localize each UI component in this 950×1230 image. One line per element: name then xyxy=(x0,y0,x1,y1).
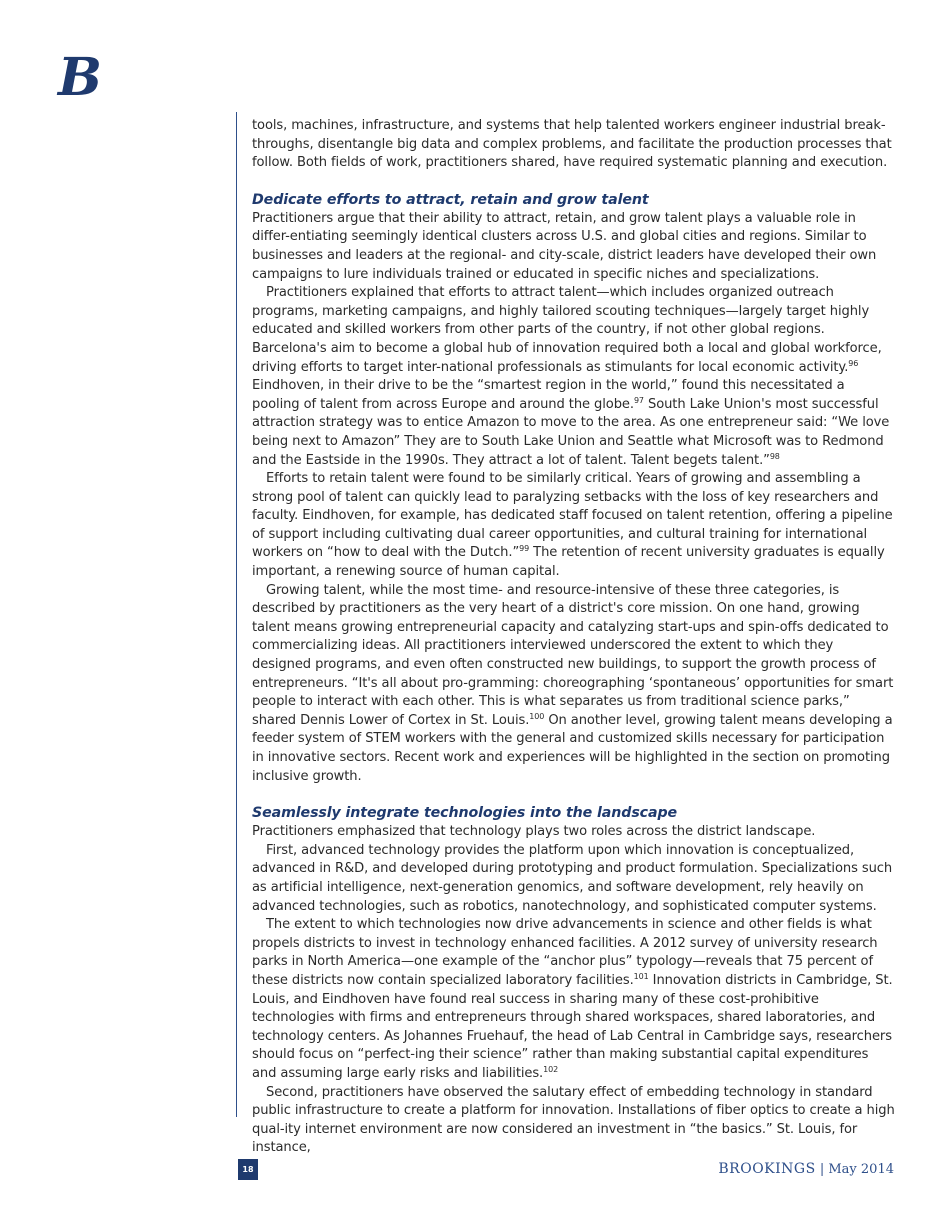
section-heading-talent: Dedicate efforts to attract, retain and grow talent xyxy=(252,191,649,208)
text-run: Practitioners explained that efforts to attract talent—which includes organized outreach programs, marketing campaigns, and highly tailored scouting techniques—largely target highly educated and skilled workers from other parts of the country, if not other global regions. Barcelona's aim to become a global hub of innovation required both a local and global workforce, driving efforts to target inter-national professionals as stimulants for local economic activity. xyxy=(252,285,882,375)
publication-date: May 2014 xyxy=(828,1162,894,1177)
paragraph xyxy=(252,284,895,470)
footnote-ref: 97 xyxy=(633,395,644,405)
brand-name: BROOKINGS xyxy=(718,1161,816,1177)
text-run: The extent to which technologies now drive advancements in science and other fields is what propels districts to invest in technology enhanced facilities. A 2012 survey of university research parks in North America—one example of the “anchor plus” typology—reveals that 75 percent of these districts now contain specialized laboratory facilities. xyxy=(252,917,878,988)
paragraph: Practitioners argue that their ability to attract, retain, and grow talent plays a valuable role in differ-entiating seemingly identical clusters across U.S. and global cities and regions. Similar to businesses and leaders at the regional- and city-scale, district leaders have developed their own campaigns to lure individuals trained or educated in specific niches and specializations. xyxy=(252,210,877,282)
paragraph xyxy=(252,582,895,787)
text-run: The retention of recent university graduates is equally important, a renewing source of human capital. xyxy=(252,545,885,580)
paragraph: Second, practitioners have observed the salutary effect of embedding technology in standard public infrastructure to create a platform for innovation. Installations of fiber optics to create a high qual-ity internet environment are now considered an investment in “the basics.” St. Louis, for instance, xyxy=(252,1084,895,1156)
page-number: 18 xyxy=(238,1159,258,1180)
footer-publisher xyxy=(718,1161,894,1177)
text-run: Efforts to retain talent were found to be similarly critical. Years of growing and assembling a strong pool of talent can quickly lead to paralyzing setbacks with the loss of key researchers and faculty. Eindhoven, for example, has dedicated staff focused on talent retention, offering a pipeline of support including cultivating dual career opportunities, and cultural training for international workers on “how to deal with the Dutch.” xyxy=(252,471,893,561)
footnote-ref: 101 xyxy=(633,971,649,981)
text-run: Eindhoven, in their drive to be the “smartest region in the world,” found this necessitated a pooling of talent from across Europe and around the globe. xyxy=(252,378,845,412)
text-run: South Lake Union's most successful attraction strategy was to entice Amazon to move to the area. As one entrepreneur said: “We love being next to Amazon” They are to South Lake Union and Seattle what Microsoft was to Redmond and the Eastside in the 1990s. They attract a lot of talent. Talent begets talent.” xyxy=(252,396,890,468)
text-run: On another level, growing talent means developing a feeder system of STEM workers with the general and customized skills necessary for participation in innovative sectors. Recent work and experiences will be highlighted in the section on promoting inclusive growth. xyxy=(252,712,893,784)
footnote-ref: 99 xyxy=(519,544,530,554)
footer-separator: | xyxy=(819,1162,825,1177)
brookings-logo: B xyxy=(58,47,102,108)
footnote-ref: 100 xyxy=(529,711,545,721)
paragraph xyxy=(252,916,895,1083)
section-heading-technology: Seamlessly integrate technologies into the landscape xyxy=(252,805,678,822)
text-run: Innovation districts in Cambridge, St. Louis, and Eindhoven have found real success in sharing many of these cost-prohibitive technologies with firms and entrepreneurs through shared workspaces, shared laboratories, and technology centers. As Johannes Fruehauf, the head of Lab Central in Cambridge says, researchers should focus on “perfect-ing their science” rather than making substantial capital expenditures and assuming large early risks and liabilities. xyxy=(252,972,893,1081)
footnote-ref: 102 xyxy=(543,1064,559,1074)
text-run: Growing talent, while the most time- and resource-intensive of these three categories, is described by practitioners as the very heart of a district's core mission. On one hand, growing talent means growing entrepreneurial capacity and catalyzing start-ups and spin-offs dedicated to commercializing ideas. All practitioners interviewed underscored the extent to which they designed programs, and even often constructed new buildings, to support the growth process of entrepreneurs. “It's all about pro-gramming: choreographing ‘spontaneous’ opportunities for smart people to interact with each other. This is what separates us from traditional science parks,” shared Dennis Lower of Cortex in St. Louis. xyxy=(252,582,894,728)
paragraph: Practitioners emphasized that technology plays two roles across the district landscape. xyxy=(252,824,816,840)
paragraph: First, advanced technology provides the platform upon which innovation is conceptualized, advanced in R&D, and developed during prototyping and product formulation. Specializations such as artificial intelligence, next-generation genomics, and software development, rely heavily on advanced technologies, such as robotics, nanotechnology, and sophisticated computer systems. xyxy=(252,842,893,914)
footnote-ref: 96 xyxy=(848,358,859,368)
footnote-ref: 98 xyxy=(769,451,780,461)
margin-rule xyxy=(236,112,237,1117)
paragraph xyxy=(252,470,895,582)
paragraph: tools, machines, infrastructure, and systems that help talented workers engineer industrial break-throughs, disentangle big data and complex problems, and facilitate the production processes that follow. Both fields of work, practitioners shared, have required systematic planning and execution. xyxy=(252,118,892,171)
article-body xyxy=(252,117,895,1158)
